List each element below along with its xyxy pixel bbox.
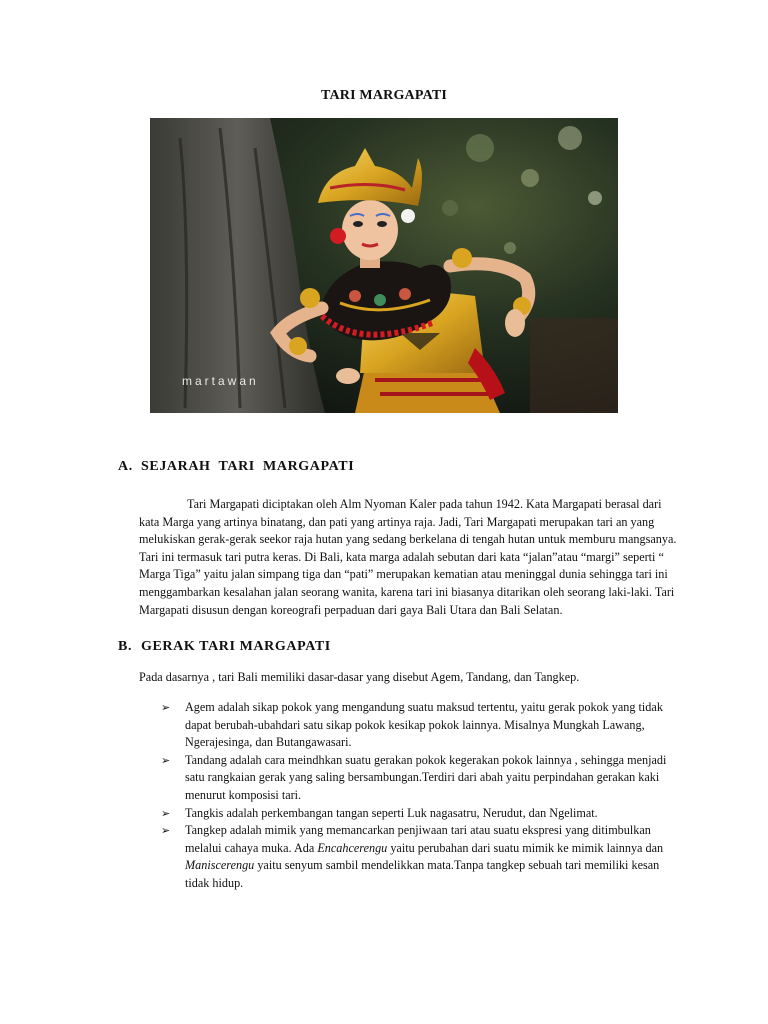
list-item-text: Tangkep adalah mimik yang memancarkan penjiwaan tari atau suatu ekspresi yang ditimbulkan melalui cahaya muka. Ada bbox=[185, 823, 651, 855]
list-item bbox=[161, 822, 681, 892]
arrow-bullet-icon: ➢ bbox=[161, 701, 171, 714]
arrow-bullet-icon: ➢ bbox=[161, 753, 171, 767]
arrow-bullet-icon: ➢ bbox=[161, 824, 171, 838]
photo-watermark: martawan bbox=[182, 374, 259, 388]
section-b-title: GERAK TARI MARGAPATI bbox=[141, 639, 331, 654]
section-b-letter: B. bbox=[118, 639, 133, 654]
gerak-bullet-list bbox=[161, 699, 681, 893]
section-a-paragraph bbox=[139, 496, 679, 619]
section-b-heading bbox=[118, 639, 331, 655]
list-item-text: Agem adalah sikap pokok yang mengandung suatu maksud tertentu, yaitu gerak pokok yang tidak dapat berubah-ubahdari satu sikap pokok kesikap pokok lainnya. Misalnya Mungkah Lawang, Ngerajesinga, dan Butangawasari. bbox=[185, 700, 663, 750]
list-item bbox=[161, 752, 681, 805]
section-a-heading bbox=[118, 459, 354, 475]
dancer-photo bbox=[150, 118, 618, 413]
document-title: TARI MARGAPATI bbox=[320, 88, 448, 103]
section-a-title: SEJARAH TARI MARGAPATI bbox=[141, 459, 355, 474]
term-encahcerengu: Encahcerengu bbox=[317, 840, 388, 855]
list-item-text: Tangkis adalah perkembangan tangan seperti Luk nagasatru, Nerudut, dan Ngelimat. bbox=[185, 805, 598, 820]
section-b-intro: Pada dasarnya , tari Bali memiliki dasar-dasar yang disebut Agem, Tandang, dan Tangkep. bbox=[139, 670, 580, 684]
list-item bbox=[161, 699, 681, 752]
list-item-text: yaitu senyum sambil mendelikkan mata.Tanpa tangkep sebuah tari memiliki kesan tidak hidup. bbox=[185, 858, 660, 890]
list-item-text: Tandang adalah cara meindhkan suatu gerakan pokok kegerakan pokok lainnya , sehingga menjadi satu rangkaian gerak yang saling bersambungan.Terdiri dari abah yaitu perpindahan gerakan kaki menurut komposisi tari. bbox=[185, 752, 667, 802]
list-item bbox=[161, 805, 681, 823]
section-a-letter: A. bbox=[118, 459, 133, 474]
section-a-text: Tari Margapati diciptakan oleh Alm Nyoman Kaler pada tahun 1942. Kata Margapati berasal dari kata Marga yang artinya binatang, dan pati yang artinya raja. Jadi, Tari Margapati merupakan tari an yang melukiskan gerak-gerak seekor raja hutan yang sedang berkelana di tengah hutan untuk memburu mangsanya. Tari ini termasuk tari putra keras. Di Bali, kata marga adalah sebutan dari kata “jalan”atau “margi” seperti “ Marga Tiga” yaitu jalan simpang tiga dan “pati” merupakan kematian atau meninggal dunia sehingga tari ini menggambarkan kesalahan jalan seorang wanita, karena tari ini biasanya ditarikan oleh seorang laki-laki. Tari Margapati disusun dengan koreografi perpaduan dari gaya Bali Utara dan Bali Selatan. bbox=[139, 497, 677, 617]
arrow-bullet-icon: ➢ bbox=[161, 806, 171, 820]
term-maniscerengu: Maniscerengu bbox=[185, 858, 255, 873]
list-item-text: yaitu perubahan dari suatu mimik ke mimik lainnya dan bbox=[387, 840, 664, 855]
